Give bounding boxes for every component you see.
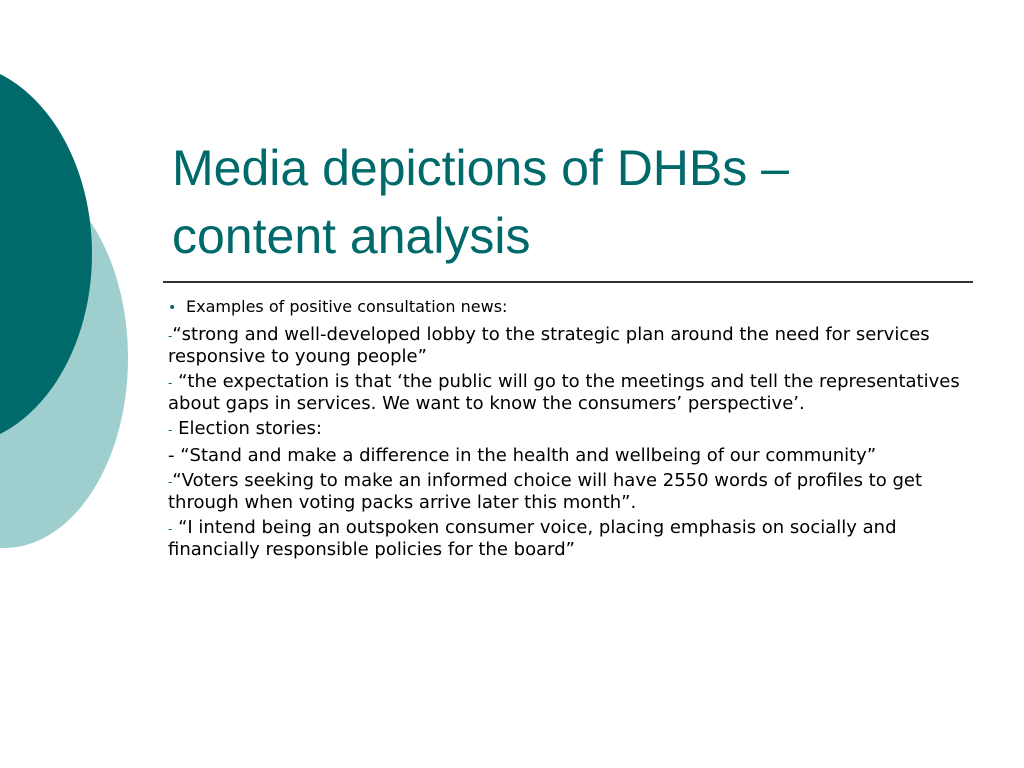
dash-marker: - bbox=[168, 522, 173, 536]
quote-text: “I intend being an outspoken consumer voice, placing emphasis on socially and financially responsible policies for the board” bbox=[168, 517, 897, 560]
quote-item-1 bbox=[168, 325, 968, 367]
dash-marker: - bbox=[168, 444, 175, 466]
quote-text: “Stand and make a difference in the health and wellbeing of our community” bbox=[174, 444, 877, 466]
bullet-icon: • bbox=[168, 300, 177, 316]
quote-item-2 bbox=[168, 372, 968, 414]
quote-text: Election stories: bbox=[172, 418, 322, 439]
slide-title bbox=[172, 134, 962, 270]
slide-title-line-2: content analysis bbox=[172, 208, 531, 264]
quote-item-5 bbox=[168, 471, 968, 513]
quote-text: “Voters seeking to make an informed choice will have 2550 words of profiles to get through when voting packs arrive later this month”. bbox=[168, 470, 923, 513]
quote-text: “strong and well-developed lobby to the strategic plan around the need for services responsive to young people” bbox=[168, 324, 930, 367]
dash-marker: - bbox=[168, 475, 173, 489]
dash-marker: - bbox=[168, 376, 173, 390]
quote-item-4 bbox=[168, 446, 968, 467]
dash-marker: - bbox=[168, 329, 173, 343]
intro-text: Examples of positive consultation news: bbox=[186, 297, 508, 316]
intro-bullet-item bbox=[168, 296, 968, 319]
title-divider bbox=[163, 281, 973, 283]
quote-item-6 bbox=[168, 518, 968, 560]
slide-title-line-1: Media depictions of DHBs – bbox=[172, 140, 789, 196]
quote-item-3 bbox=[168, 419, 968, 441]
slide-body bbox=[168, 296, 968, 565]
quote-text: “the expectation is that ‘the public will go to the meetings and tell the representatives about gaps in services. We want to know the consumers’ perspective’. bbox=[168, 371, 960, 414]
dash-marker: - bbox=[168, 423, 173, 437]
